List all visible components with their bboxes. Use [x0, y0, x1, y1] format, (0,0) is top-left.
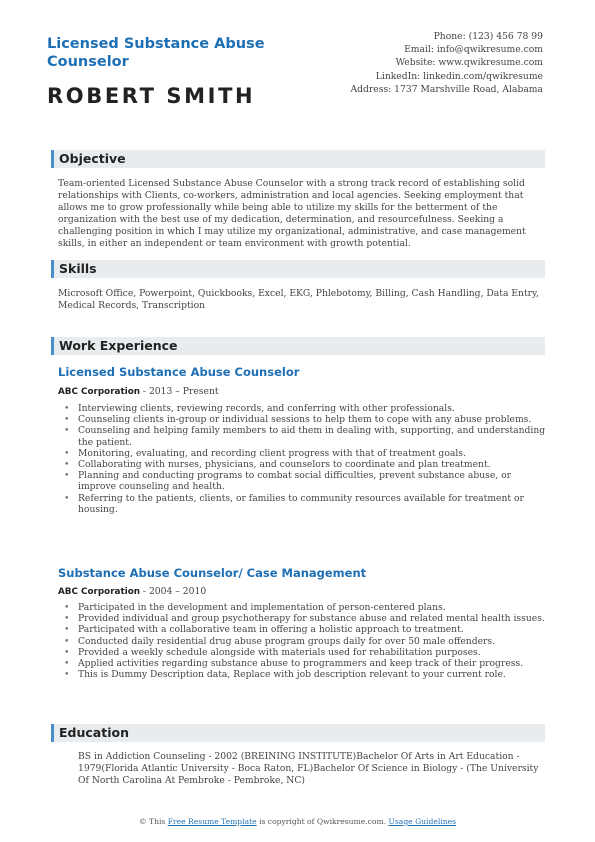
job-1-bullets — [58, 403, 546, 515]
candidate-name: ROBERT SMITH — [47, 84, 256, 108]
education-text: BS in Addiction Counseling - 2002 (BREINING INSTITUTE)Bachelor Of Arts in Art Education - 1979(Florida Atlantic University - Boca Raton, FL)Bachelor Of Science in Biology - (The University Of North Carolina At Pembroke - Pembroke, NC) — [78, 751, 539, 786]
list-item: • Provided a weekly schedule alongside with materials used for rehabilitation purposes. — [58, 647, 546, 658]
list-item: • Referring to the patients, clients, or families to community resources available for treatment or housing. — [58, 493, 546, 515]
contact-phone: Phone: (123) 456 78 99 — [433, 31, 543, 42]
job-2-company: ABC Corporation — [58, 587, 141, 597]
contact-website[interactable]: Website: www.qwikresume.com — [395, 57, 543, 69]
list-item: • Provided individual and group psychotherapy for substance abuse and related mental health issues. — [58, 613, 546, 624]
footer-prefix: © This — [139, 817, 168, 826]
list-item: • Monitoring, evaluating, and recording client progress with that of treatment goals. — [58, 448, 546, 459]
footer-middle: is copyright of Qwikresume.com. — [256, 817, 389, 826]
contact-block — [313, 30, 543, 96]
objective-heading: Objective — [59, 151, 126, 166]
skills-section-bar — [51, 260, 545, 278]
list-item: • Participated in the development and implementation of person-centered plans. — [58, 602, 546, 613]
education-section-bar — [51, 724, 545, 742]
experience-heading: Work Experience — [59, 338, 178, 353]
job-1-title: Licensed Substance Abuse Counselor — [58, 365, 300, 379]
objective-section-bar — [51, 150, 545, 168]
list-item: • Conducted daily residential drug abuse program groups daily for over 50 male offenders. — [58, 636, 546, 647]
job-2-company-line — [58, 586, 206, 597]
skills-heading: Skills — [59, 261, 97, 276]
list-item: • Applied activities regarding substance abuse to programmers and keep track of their progress. — [58, 658, 546, 669]
job-1-company-line — [58, 386, 219, 397]
footer-copyright — [0, 817, 595, 826]
job-title: Licensed Substance Abuse Counselor — [47, 36, 265, 70]
experience-section-bar — [51, 337, 545, 355]
list-item: • Counseling clients in-group or individual sessions to help them to cope with any abuse problems. — [58, 414, 546, 425]
list-item: • Planning and conducting programs to combat social difficulties, prevent substance abuse, or improve counseling and health. — [58, 470, 546, 492]
job-2-dates: - 2004 – 2010 — [140, 586, 207, 597]
job-1-company: ABC Corporation — [58, 387, 141, 397]
list-item: • Interviewing clients, reviewing records, and conferring with other professionals. — [58, 403, 546, 414]
education-heading: Education — [59, 725, 129, 740]
contact-address: Address: 1737 Marshville Road, Alabama — [350, 83, 543, 95]
skills-text: Microsoft Office, Powerpoint, Quickbooks, Excel, EKG, Phlebotomy, Billing, Cash Handling, Data Entry, Medical Records, Transcription — [58, 288, 539, 311]
job-2-title: Substance Abuse Counselor/ Case Management — [58, 566, 367, 580]
job-2-bullets — [58, 602, 546, 680]
list-item: • This is Dummy Description data, Replace with job description relevant to your current role. — [58, 669, 546, 680]
job-1-dates: - 2013 – Present — [140, 386, 219, 397]
contact-linkedin[interactable]: LinkedIn: linkedin.com/qwikresume — [375, 70, 543, 82]
usage-guidelines-link[interactable]: Usage Guidelines — [388, 817, 456, 826]
list-item: • Participated with a collaborative team in offering a holistic approach to treatment. — [58, 624, 546, 635]
objective-text: Team-oriented Licensed Substance Abuse Counselor with a strong track record of establishing solid relationships with Clients, co-workers, administration and local agencies. Seeking employment that allows me to grow professionally while being able to utilize my skills for the betterment of the organization with the best use of my dedication, determination, and resourcefulness. Seeking a challenging position in which I may utilize my organizational, administrative, and case management skills, in either an independent or team environment with growth potential. — [58, 178, 526, 249]
list-item: • Collaborating with nurses, physicians, and counselors to coordinate and plan treatment. — [58, 459, 546, 470]
contact-email[interactable]: Email: info@qwikresume.com — [404, 44, 543, 56]
list-item: • Counseling and helping family members to aid them in dealing with, supporting, and understanding the patient. — [58, 425, 546, 447]
free-resume-template-link[interactable]: Free Resume Template — [167, 817, 257, 826]
